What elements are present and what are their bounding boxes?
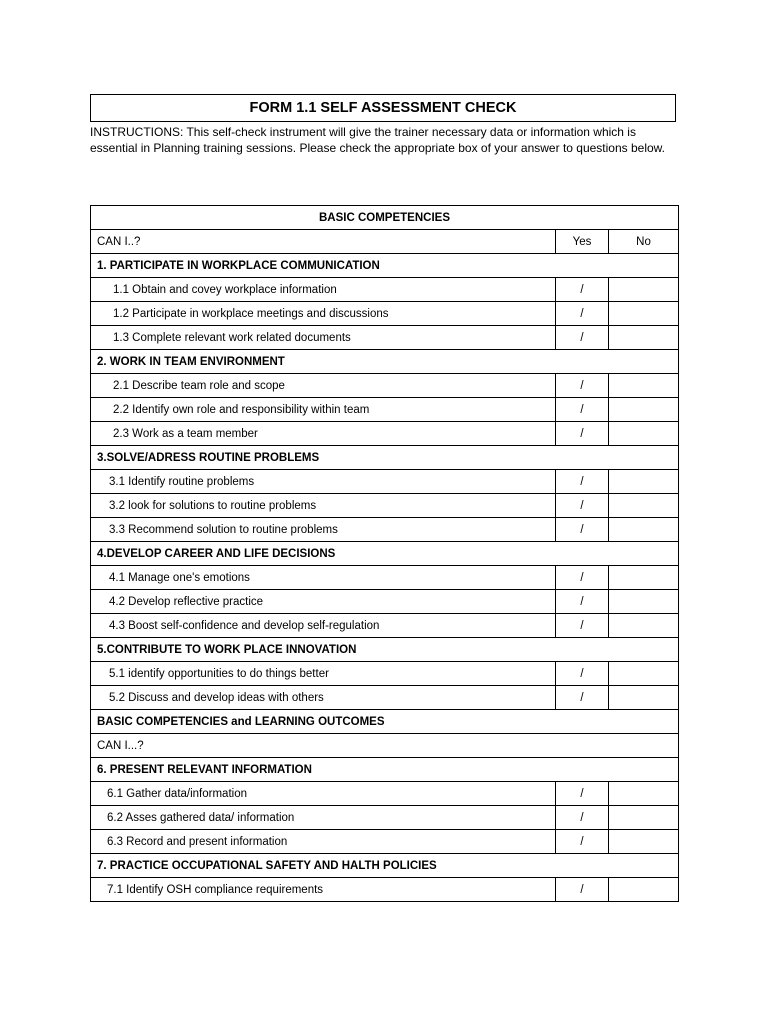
can-i-label: CAN I..? xyxy=(91,230,556,254)
item-label: 1.3 Complete relevant work related documents xyxy=(91,326,556,350)
item-label: 5.1 identify opportunities to do things better xyxy=(91,662,556,686)
item-label: 1.1 Obtain and covey workplace information xyxy=(91,278,556,302)
section-4-heading: 4.DEVELOP CAREER AND LIFE DECISIONS xyxy=(91,542,679,566)
section-6-heading: 6. PRESENT RELEVANT INFORMATION xyxy=(91,758,679,782)
no-checkbox[interactable] xyxy=(609,494,679,518)
basic-competencies-header: BASIC COMPETENCIES xyxy=(91,206,679,230)
no-checkbox[interactable] xyxy=(609,662,679,686)
no-checkbox[interactable] xyxy=(609,614,679,638)
section-heading-row xyxy=(91,758,679,782)
section-5-heading: 5.CONTRIBUTE TO WORK PLACE INNOVATION xyxy=(91,638,679,662)
yes-checkbox[interactable]: / xyxy=(556,494,609,518)
item-label: 4.1 Manage one's emotions xyxy=(91,566,556,590)
item-label: 7.1 Identify OSH compliance requirements xyxy=(91,878,556,902)
yes-checkbox[interactable]: / xyxy=(556,374,609,398)
can-i-label-2: CAN I...? xyxy=(91,734,679,758)
yes-checkbox[interactable]: / xyxy=(556,782,609,806)
no-checkbox[interactable] xyxy=(609,470,679,494)
table-header-row xyxy=(91,206,679,230)
no-checkbox[interactable] xyxy=(609,686,679,710)
can-i-row xyxy=(91,230,679,254)
item-label: 2.3 Work as a team member xyxy=(91,422,556,446)
no-checkbox[interactable] xyxy=(609,878,679,902)
no-column-header: No xyxy=(609,230,679,254)
section-7-heading: 7. PRACTICE OCCUPATIONAL SAFETY AND HALTH POLICIES xyxy=(91,854,679,878)
no-checkbox[interactable] xyxy=(609,782,679,806)
item-label: 6.2 Asses gathered data/ information xyxy=(91,806,556,830)
yes-checkbox[interactable]: / xyxy=(556,302,609,326)
table-row xyxy=(91,470,679,494)
no-checkbox[interactable] xyxy=(609,590,679,614)
table-row xyxy=(91,662,679,686)
section-1-heading: 1. PARTICIPATE IN WORKPLACE COMMUNICATION xyxy=(91,254,679,278)
table-row xyxy=(91,614,679,638)
table-row xyxy=(91,494,679,518)
section-heading-row xyxy=(91,638,679,662)
section-heading-row xyxy=(91,542,679,566)
instructions-text: INSTRUCTIONS: This self-check instrument will give the trainer necessary data or information which is essential in Planning training sessions. Please check the appropriate box of your answer to questions below. xyxy=(90,125,666,155)
no-checkbox[interactable] xyxy=(609,806,679,830)
item-label: 6.1 Gather data/information xyxy=(91,782,556,806)
table-row xyxy=(91,518,679,542)
yes-checkbox[interactable]: / xyxy=(556,422,609,446)
yes-checkbox[interactable]: / xyxy=(556,326,609,350)
no-checkbox[interactable] xyxy=(609,422,679,446)
item-label: 2.2 Identify own role and responsibility within team xyxy=(91,398,556,422)
no-checkbox[interactable] xyxy=(609,326,679,350)
table-row xyxy=(91,278,679,302)
table-row xyxy=(91,302,679,326)
yes-checkbox[interactable]: / xyxy=(556,398,609,422)
table-row xyxy=(91,806,679,830)
no-checkbox[interactable] xyxy=(609,830,679,854)
table-row xyxy=(91,566,679,590)
yes-column-header: Yes xyxy=(556,230,609,254)
table-row xyxy=(91,782,679,806)
no-checkbox[interactable] xyxy=(609,518,679,542)
item-label: 6.3 Record and present information xyxy=(91,830,556,854)
table-row xyxy=(91,686,679,710)
no-checkbox[interactable] xyxy=(609,302,679,326)
section-heading-row xyxy=(91,350,679,374)
section-heading-row xyxy=(91,254,679,278)
table-row xyxy=(91,422,679,446)
yes-checkbox[interactable]: / xyxy=(556,830,609,854)
self-assessment-table xyxy=(90,205,679,902)
item-label: 4.3 Boost self-confidence and develop self-regulation xyxy=(91,614,556,638)
table-row xyxy=(91,830,679,854)
table-row xyxy=(91,326,679,350)
item-label: 3.2 look for solutions to routine problems xyxy=(91,494,556,518)
form-title: FORM 1.1 SELF ASSESSMENT CHECK xyxy=(90,94,676,122)
section-heading-row xyxy=(91,446,679,470)
section-3-heading: 3.SOLVE/ADRESS ROUTINE PROBLEMS xyxy=(91,446,679,470)
yes-checkbox[interactable]: / xyxy=(556,470,609,494)
yes-checkbox[interactable]: / xyxy=(556,278,609,302)
no-checkbox[interactable] xyxy=(609,566,679,590)
yes-checkbox[interactable]: / xyxy=(556,686,609,710)
table-row xyxy=(91,878,679,902)
item-label: 4.2 Develop reflective practice xyxy=(91,590,556,614)
learning-outcomes-header: BASIC COMPETENCIES and LEARNING OUTCOMES xyxy=(91,710,679,734)
item-label: 2.1 Describe team role and scope xyxy=(91,374,556,398)
yes-checkbox[interactable]: / xyxy=(556,662,609,686)
yes-checkbox[interactable]: / xyxy=(556,518,609,542)
yes-checkbox[interactable]: / xyxy=(556,806,609,830)
section-heading-row xyxy=(91,710,679,734)
yes-checkbox[interactable]: / xyxy=(556,566,609,590)
no-checkbox[interactable] xyxy=(609,374,679,398)
item-label: 3.3 Recommend solution to routine problems xyxy=(91,518,556,542)
yes-checkbox[interactable]: / xyxy=(556,878,609,902)
table-row xyxy=(91,374,679,398)
item-label: 3.1 Identify routine problems xyxy=(91,470,556,494)
section-heading-row xyxy=(91,854,679,878)
no-checkbox[interactable] xyxy=(609,398,679,422)
can-i-row xyxy=(91,734,679,758)
section-2-heading: 2. WORK IN TEAM ENVIRONMENT xyxy=(91,350,679,374)
item-label: 5.2 Discuss and develop ideas with others xyxy=(91,686,556,710)
table-row xyxy=(91,398,679,422)
yes-checkbox[interactable]: / xyxy=(556,590,609,614)
table-row xyxy=(91,590,679,614)
no-checkbox[interactable] xyxy=(609,278,679,302)
item-label: 1.2 Participate in workplace meetings and discussions xyxy=(91,302,556,326)
yes-checkbox[interactable]: / xyxy=(556,614,609,638)
